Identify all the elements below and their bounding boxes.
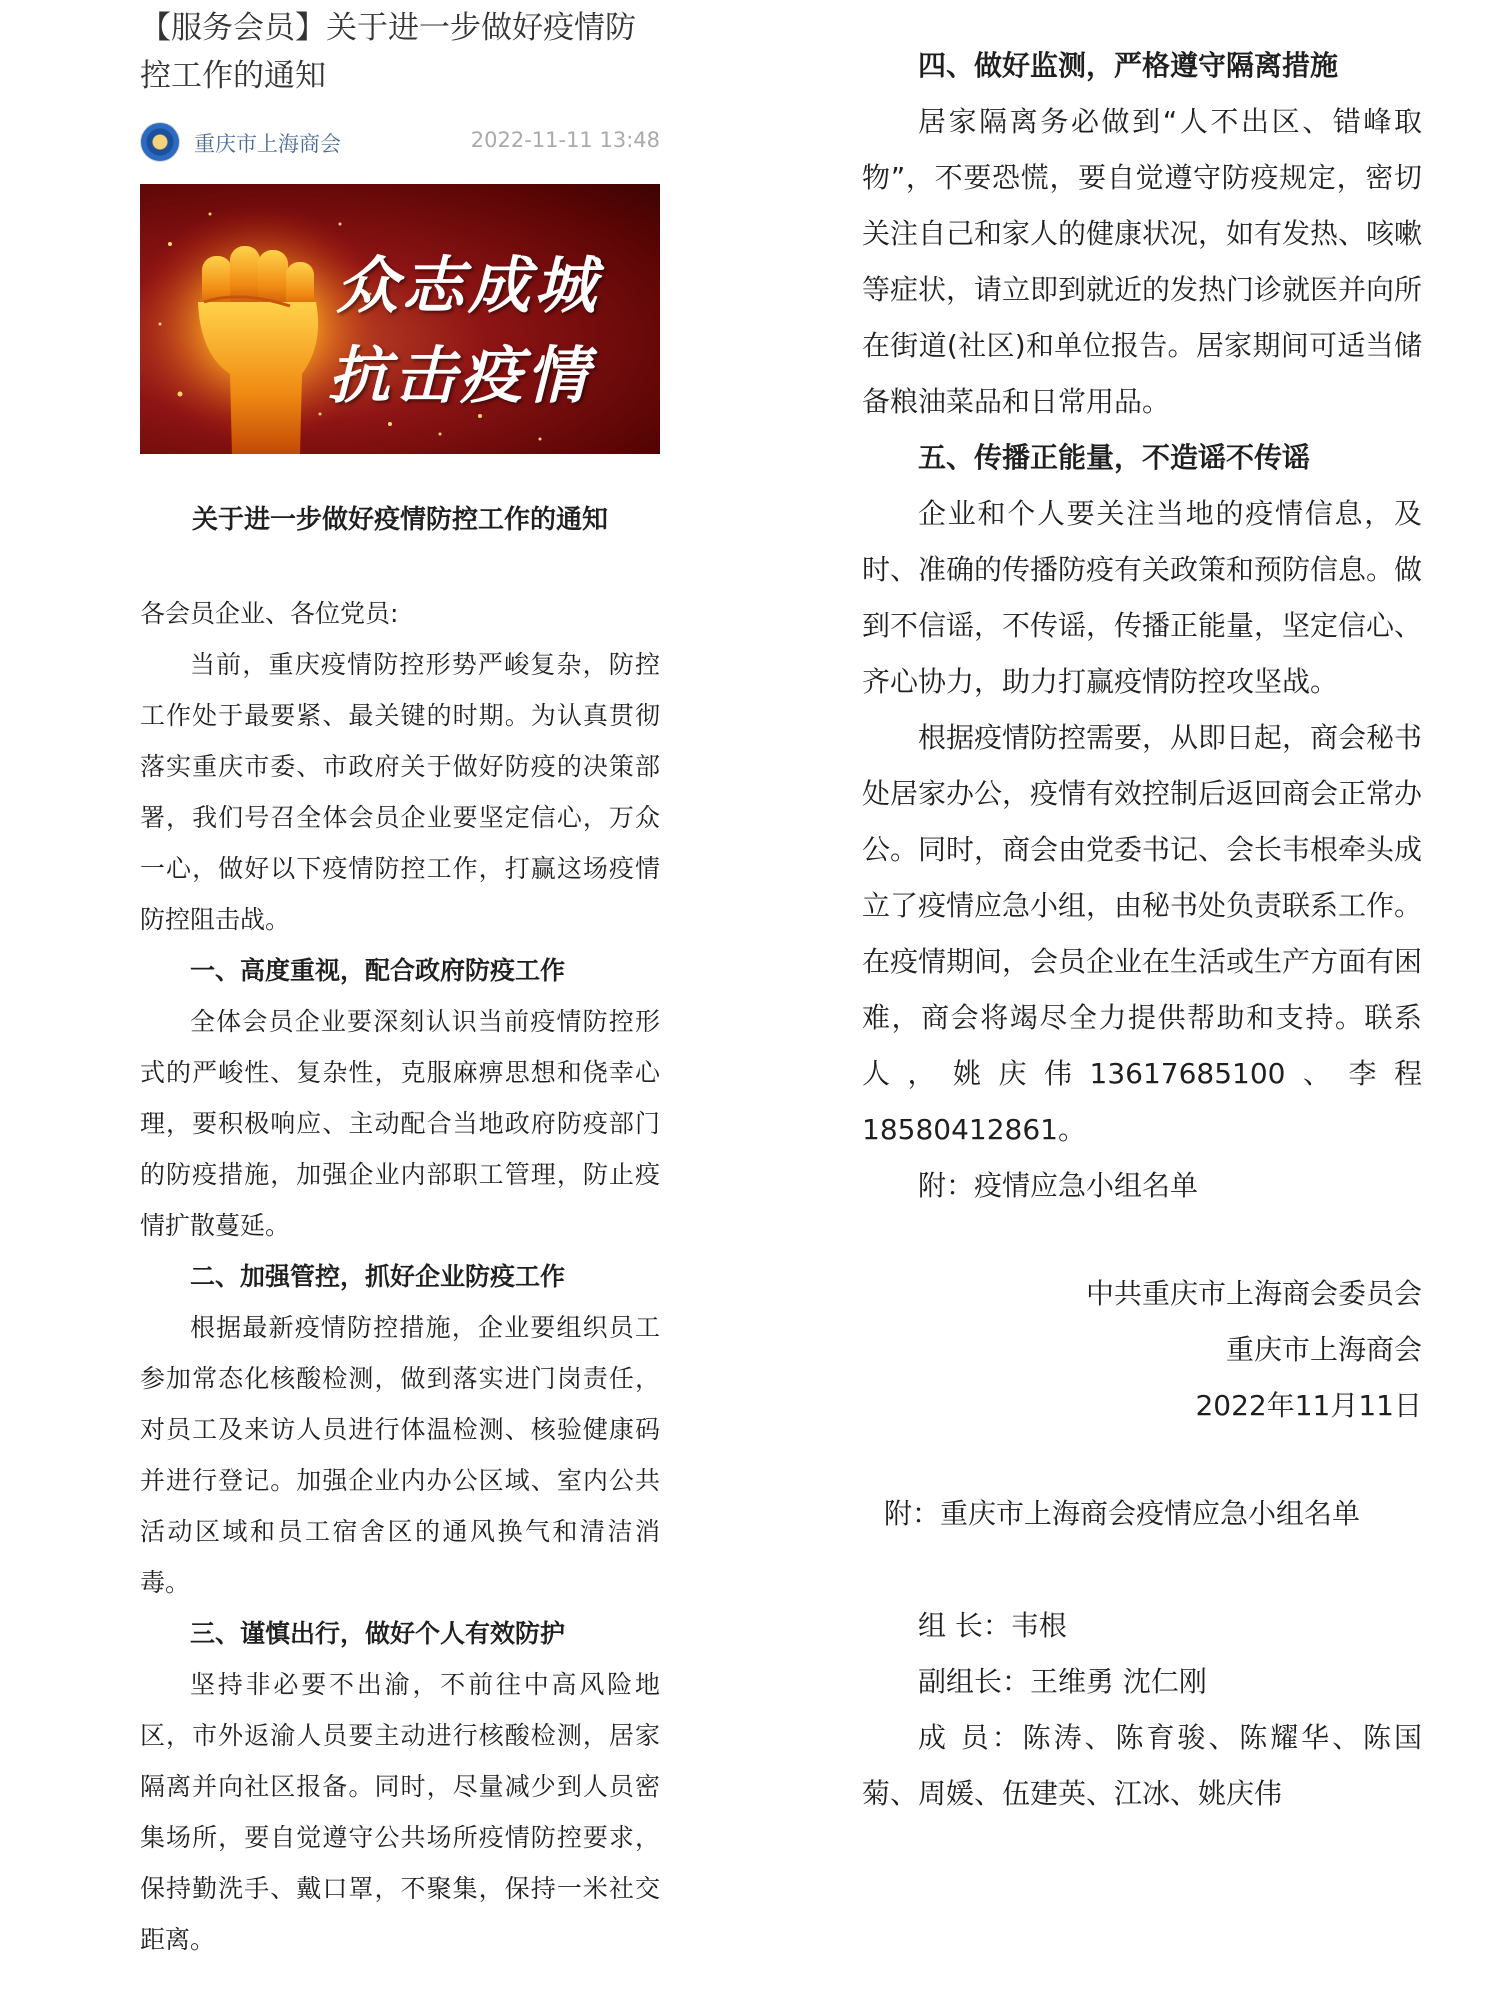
section-4-title: 四、做好监测，严格遵守隔离措施 <box>918 49 1339 82</box>
banner-slogan-line1: 众志成城 <box>336 249 601 322</box>
publish-time: 2022-11-11 13:48 <box>470 128 660 152</box>
section-4-body: 居家隔离务必做到“人不出区、错峰取物”，不要恐慌，要自觉遵守防疫规定，密切关注自己和家人的健康状况，如有发热、咳嗽等症状，请立即到就近的发热门诊就医并向所在街道(社区)和单位报告。居家期间可适当储备粮油菜品和日常用品。 <box>862 105 1423 418</box>
section-5-body: 企业和个人要关注当地的疫情信息，及时、准确的传播防疫有关政策和预防信息。做到不信谣，不传谣，传播正能量，坚定信心、齐心协力，助力打赢疫情防控攻坚战。 <box>862 497 1423 698</box>
member-list <box>862 1598 1422 1822</box>
closing-paragraph: 根据疫情防控需要，从即日起，商会秘书处居家办公，疫情有效控制后返回商会正常办公。同时，商会由党委书记、会长韦根牵头成立了疫情应急小组，由秘书处负责联系工作。在疫情期间，会员企业在生活或生产方面有困难，商会将竭尽全力提供帮助和支持。联系人，姚庆伟13617685100、李程18580412861。 <box>862 721 1423 1146</box>
section-1-body: 全体会员企业要深刻认识当前疫情防控形式的严峻性、复杂性，克服麻痹思想和侥幸心理，要积极响应、主动配合当地政府防疫部门的防疫措施，加强企业内部职工管理，防止疫情扩散蔓延。 <box>140 1007 660 1240</box>
signature-party-committee: 中共重庆市上海商会委员会 <box>1085 1277 1422 1310</box>
intro-paragraph: 当前，重庆疫情防控形势严峻复杂，防控工作处于最要紧、最关键的时期。为认真贯彻落实重庆市委、市政府关于做好防疫的决策部署，我们号召全体会员企业要坚定信心，万众一心，做好以下疫情防控工作，打赢这场疫情防控阻击战。 <box>140 650 660 934</box>
signature-chamber: 重庆市上海商会 <box>1225 1333 1422 1366</box>
section-3-title: 三、谨慎出行，做好个人有效防护 <box>190 1619 566 1648</box>
left-column <box>140 0 660 1965</box>
signature-block <box>862 1266 1422 1434</box>
member-list-names: 成 员：陈涛、陈育骏、陈耀华、陈国菊、周媛、伍建英、江冰、姚庆伟 <box>862 1721 1422 1810</box>
article-title: 【服务会员】关于进一步做好疫情防控工作的通知 <box>140 10 636 94</box>
section-2-body: 根据最新疫情防控措施，企业要组织员工参加常态化核酸检测，做到落实进门岗责任，对员工及来访人员进行体温检测、核验健康码并进行登记。加强企业内办公区域、室内公共活动区域和员工宿舍区的通风换气和清洁消毒。 <box>140 1313 660 1597</box>
article-meta <box>140 118 660 168</box>
attachment-title: 附：重庆市上海商会疫情应急小组名单 <box>884 1497 1361 1530</box>
notice-heading: 关于进一步做好疫情防控工作的通知 <box>191 505 608 535</box>
banner-slogan-line2: 抗击疫情 <box>328 339 593 412</box>
account-avatar[interactable] <box>140 122 180 162</box>
attachment-note: 附：疫情应急小组名单 <box>918 1169 1199 1202</box>
section-1-title: 一、高度重视，配合政府防疫工作 <box>190 956 566 985</box>
account-name-link[interactable]: 重庆市上海商会 <box>194 132 341 156</box>
signature-date: 2022年11月11日 <box>1195 1389 1422 1422</box>
section-2-title: 二、加强管控，抓好企业防疫工作 <box>190 1262 566 1291</box>
section-5-title: 五、传播正能量，不造谣不传谣 <box>918 441 1311 474</box>
member-deputy: 副组长：王维勇 沈仁刚 <box>918 1665 1207 1698</box>
banner-image <box>140 184 660 454</box>
right-column <box>862 38 1422 1822</box>
section-3-body: 坚持非必要不出渝，不前往中高风险地区，市外返渝人员要主动进行核酸检测，居家隔离并向社区报备。同时，尽量减少到人员密集场所，要自觉遵守公共场所疫情防控要求，保持勤洗手、戴口罩，不聚集，保持一米社交距离。 <box>140 1670 660 1954</box>
member-leader: 组 长：韦根 <box>918 1609 1067 1642</box>
salutation: 各会员企业、各位党员: <box>140 599 399 628</box>
